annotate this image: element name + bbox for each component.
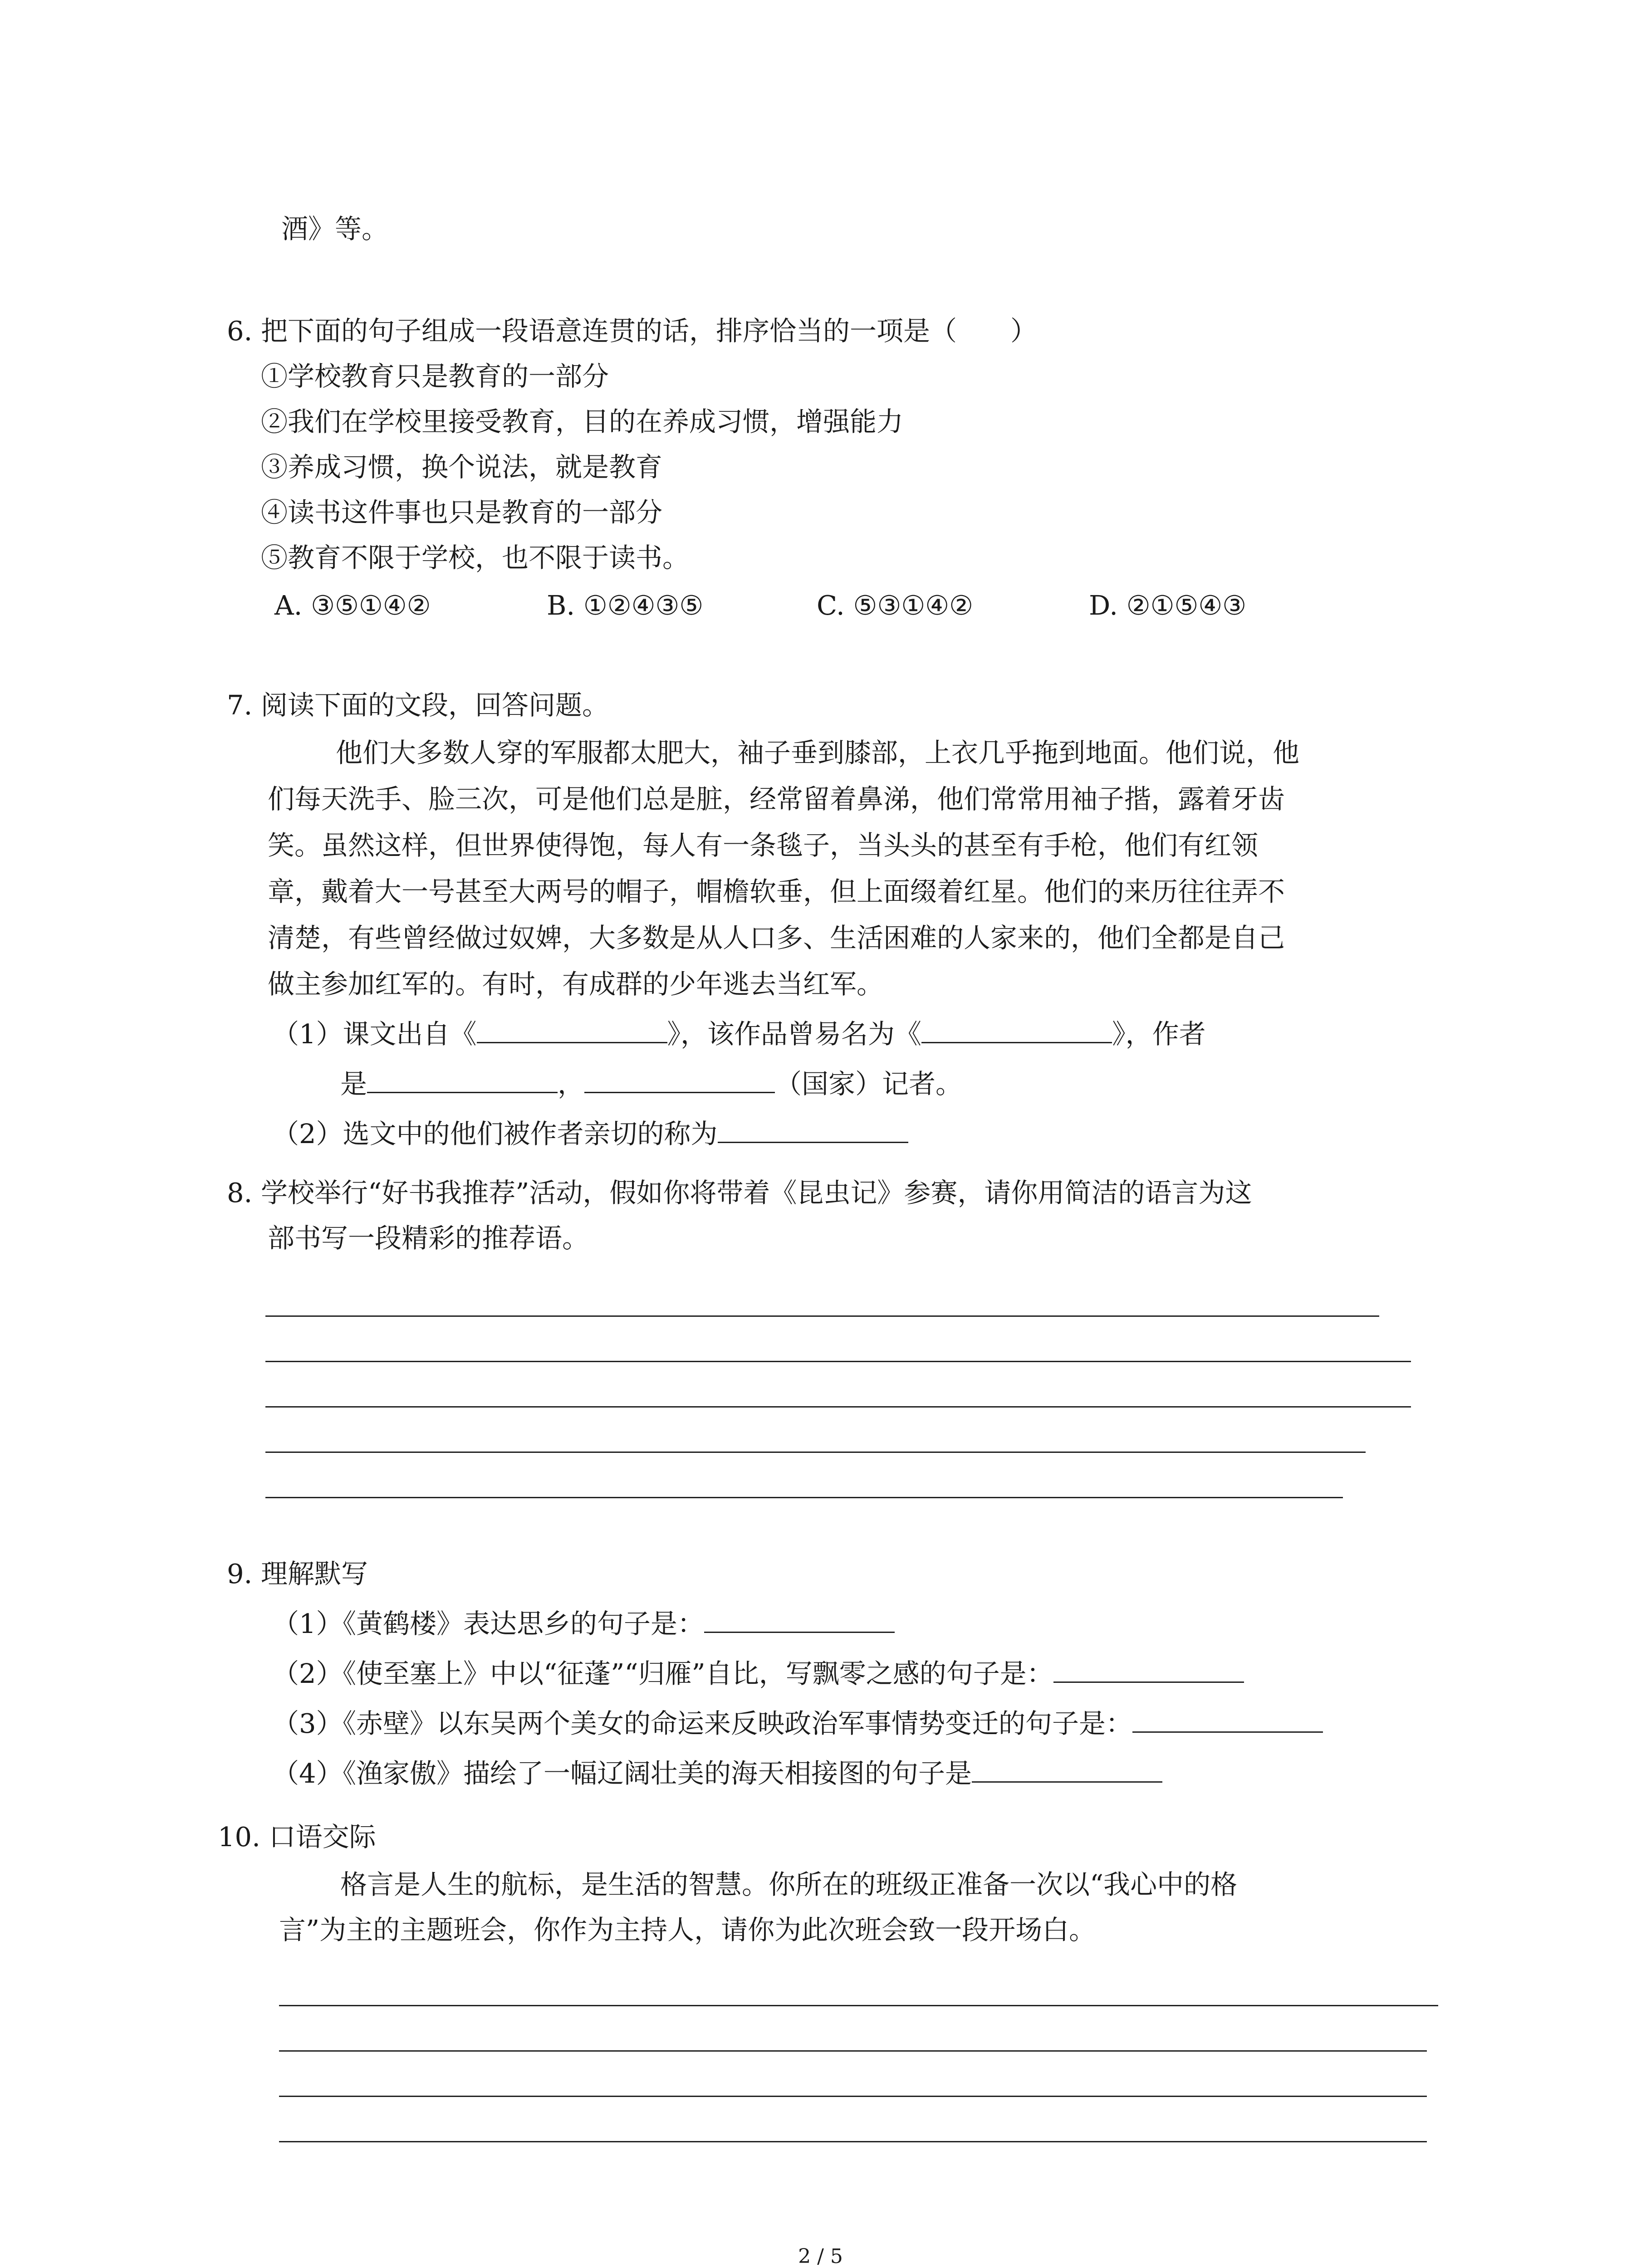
q8-answer-line-3[interactable]	[265, 1406, 1411, 1408]
q10-stem: 10. 口语交际	[218, 1821, 376, 1853]
q7-sub1-prefix: （1）课文出自《	[272, 1018, 477, 1050]
q7-sub1-suffix: （国家）记者。	[775, 1068, 963, 1100]
q10-answer-line-2[interactable]	[279, 2050, 1427, 2052]
q7-sub1-is: 是	[340, 1068, 367, 1100]
q7-passage-line-4: 章，戴着大一号甚至大两号的帽子，帽檐软垂，但上面缀着红星。他们的来历往往弄不	[268, 876, 1285, 907]
q9-sub4	[272, 1755, 1162, 1792]
q7-blank-author[interactable]	[367, 1066, 558, 1093]
q7-passage-line-2: 们每天洗手、脸三次，可是他们总是脏，经常留着鼻涕，他们常常用袖子揩，露着牙齿	[268, 783, 1285, 815]
q9-sub1	[272, 1606, 895, 1642]
q9-sub2	[272, 1656, 1244, 1692]
q10-answer-line-4[interactable]	[279, 2141, 1427, 2142]
q7-sub1-comma: ，	[558, 1068, 585, 1100]
q10-answer-line-1[interactable]	[279, 2005, 1438, 2006]
q7-sub1-author: 》，作者	[1112, 1018, 1206, 1050]
q7-sub1-line1	[272, 1016, 1206, 1052]
q7-blank-alt-title[interactable]	[921, 1017, 1112, 1043]
q10-answer-line-3[interactable]	[279, 2096, 1427, 2097]
q7-sub2	[272, 1116, 908, 1152]
q8-answer-line-5[interactable]	[265, 1497, 1343, 1498]
q8-stem-line-2: 部书写一段精彩的推荐语。	[268, 1222, 589, 1254]
q9-blank-4[interactable]	[972, 1756, 1162, 1783]
q6-item-4: ④读书这件事也只是教育的一部分	[261, 497, 663, 528]
q6-option-b[interactable]: B. ①②④③⑤	[547, 590, 704, 621]
q9-stem: 9. 理解默写	[227, 1558, 368, 1589]
q7-blank-nickname[interactable]	[718, 1116, 908, 1143]
q7-passage-line-1: 他们大多数人穿的军服都太肥大，袖子垂到膝部，上衣几乎拖到地面。他们说，他	[336, 737, 1300, 768]
q7-stem: 7. 阅读下面的文段，回答问题。	[227, 689, 609, 721]
q9-sub1-text: （1）《黄鹤楼》表达思乡的句子是：	[272, 1608, 705, 1639]
q8-answer-line-4[interactable]	[265, 1452, 1366, 1453]
q9-blank-1[interactable]	[704, 1606, 895, 1633]
q6-item-2: ②我们在学校里接受教育，目的在养成习惯，增强能力	[261, 406, 904, 437]
q9-sub3-text: （3）《赤壁》以东吴两个美女的命运来反映政治军事情势变迁的句子是：	[272, 1708, 1133, 1739]
q10-prompt-line-2: 言”为主的主题班会，你作为主持人，请你为此次班会致一段开场白。	[279, 1914, 1096, 1945]
page-number: 2 / 5	[798, 2245, 843, 2268]
q7-passage-line-5: 清楚，有些曾经做过奴婢，大多数是从人口多、生活困难的人家来的，他们全都是自己	[268, 922, 1285, 953]
q8-stem-line-1: 8. 学校举行“好书我推荐”活动，假如你将带着《昆虫记》参赛，请你用简洁的语言为这	[227, 1177, 1252, 1208]
q9-sub4-text: （4）《渔家傲》描绘了一幅辽阔壮美的海天相接图的句子是	[272, 1758, 972, 1789]
q9-blank-2[interactable]	[1053, 1656, 1244, 1683]
q9-sub2-text: （2）《使至塞上》中以“征蓬”“归雁”自比，写飘零之感的句子是：	[272, 1658, 1053, 1689]
q7-sub2-text: （2）选文中的他们被作者亲切的称为	[272, 1118, 718, 1149]
q6-stem: 6. 把下面的句子组成一段语意连贯的话，排序恰当的一项是（ ）	[227, 315, 1038, 347]
q6-item-1: ①学校教育只是教育的一部分	[261, 361, 609, 392]
q9-blank-3[interactable]	[1132, 1706, 1323, 1733]
q6-option-d[interactable]: D. ②①⑤④③	[1089, 590, 1247, 621]
carry-over-text: 酒》等。	[281, 213, 389, 244]
q7-blank-country[interactable]	[584, 1066, 775, 1093]
q10-prompt-line-1: 格言是人生的航标，是生活的智慧。你所在的班级正准备一次以“我心中的格	[340, 1869, 1238, 1900]
q7-passage-line-6: 做主参加红军的。有时，有成群的少年逃去当红军。	[268, 968, 884, 1000]
q6-item-3: ③养成习惯，换个说法，就是教育	[261, 451, 663, 483]
q7-passage-line-3: 笑。虽然这样，但世界使得饱，每人有一条毯子，当头头的甚至有手枪，他们有红领	[268, 830, 1259, 861]
q7-blank-source[interactable]	[477, 1017, 667, 1043]
q8-answer-line-1[interactable]	[265, 1315, 1379, 1317]
q6-item-5: ⑤教育不限于学校，也不限于读书。	[261, 542, 690, 573]
q8-answer-line-2[interactable]	[265, 1361, 1411, 1362]
q7-sub1-mid: 》，该作品曾易名为《	[667, 1018, 922, 1050]
q7-sub1-line2	[340, 1066, 962, 1102]
q9-sub3	[272, 1706, 1323, 1742]
q6-option-a[interactable]: A. ③⑤①④②	[274, 590, 431, 621]
q6-option-c[interactable]: C. ⑤③①④②	[817, 590, 974, 621]
